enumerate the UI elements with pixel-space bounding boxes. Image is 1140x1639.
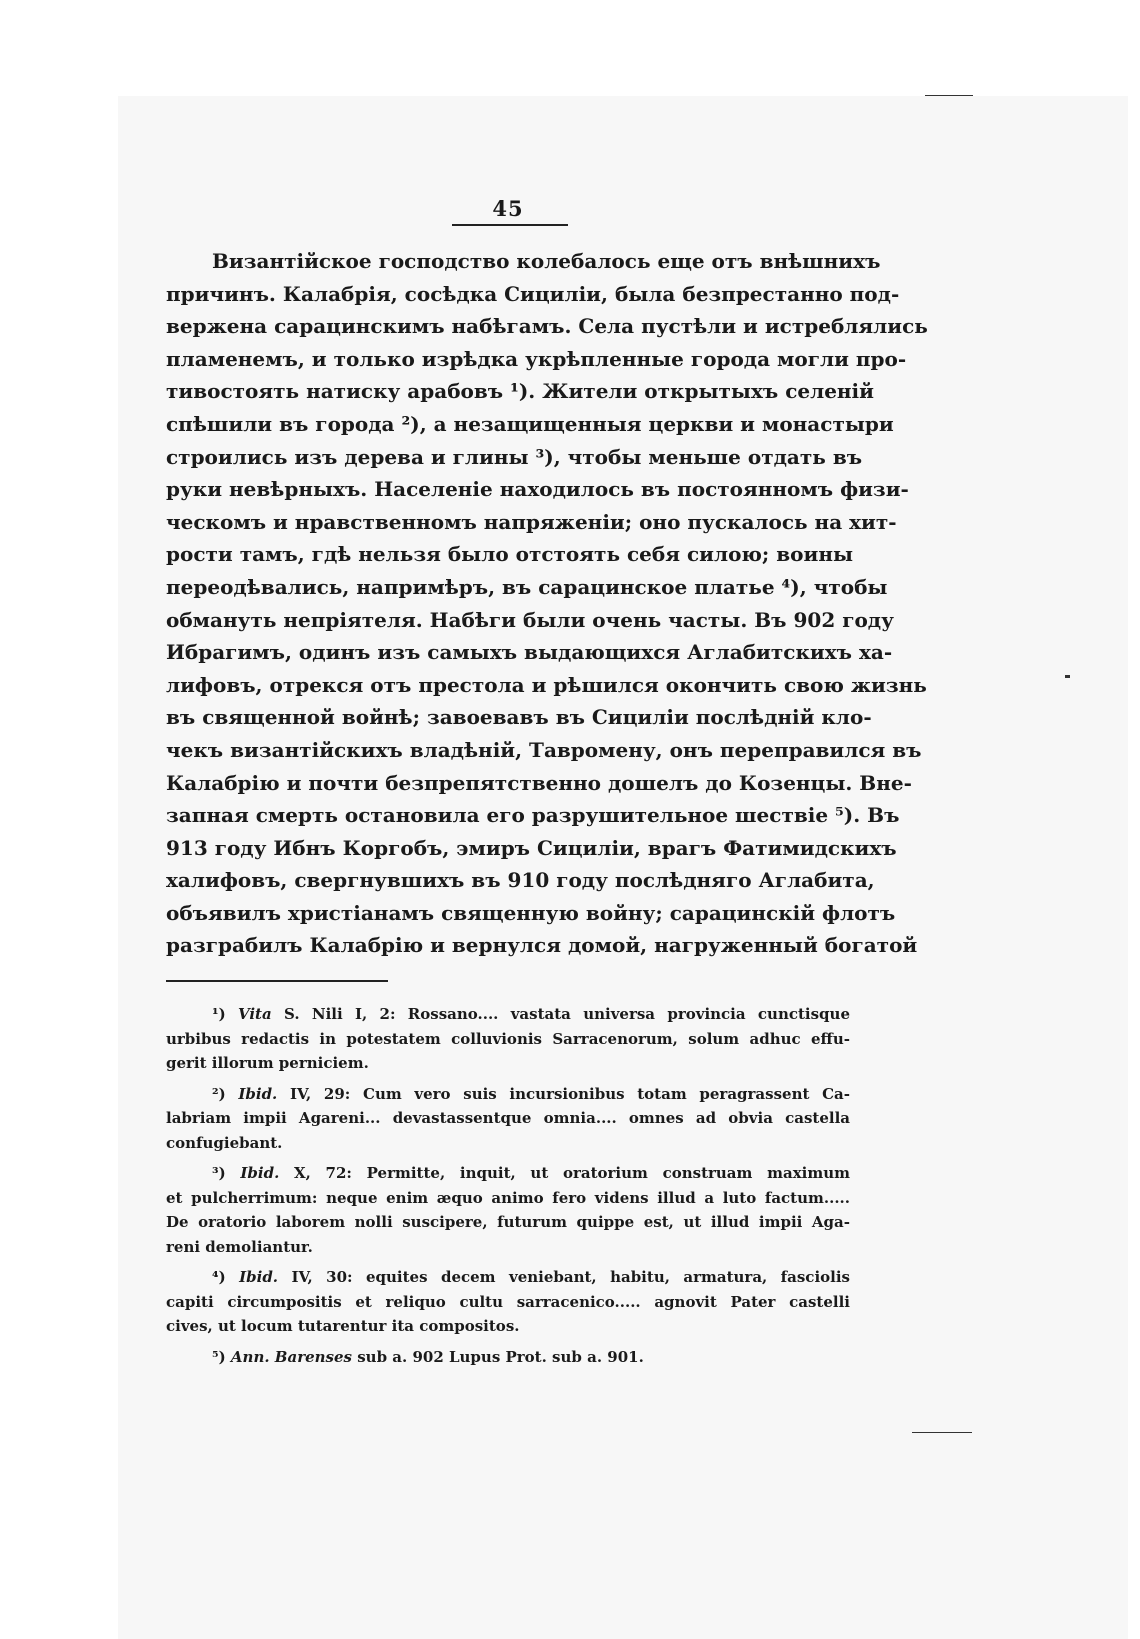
footnote-line: labriam impii Agareni... devastassentque omnia.... omnes ad obvia castella: [166, 1109, 850, 1127]
footnote-marker: ²): [212, 1084, 226, 1103]
footnote-line: confugiebant.: [166, 1133, 283, 1152]
footnote-line: [166, 1002, 850, 1027]
footnote-line: cives, ut locum tutarentur ita compositos.: [166, 1317, 520, 1335]
body-line: обмануть непріятеля. Набѣги были очень часты. Въ 902 году: [166, 607, 894, 632]
body-line: пламенемъ, и только изрѣдка укрѣпленные города могли про-: [166, 346, 907, 371]
footnote-source: Ibid.: [240, 1164, 280, 1182]
footnote-line: gerit illorum perniciem.: [166, 1054, 369, 1072]
scan-edge-mark: [1065, 675, 1070, 678]
body-line: запная смерть остановила его разрушительное шествіе ⁵). Въ: [166, 803, 900, 828]
body-line: Калабрію и почти безпрепятственно дошелъ до Козенцы. Вне-: [166, 770, 912, 795]
footnote-text: X, 72: Permitte, inquit, ut oratorium construam maximum: [294, 1164, 850, 1182]
body-line: объявилъ христіанамъ священную войну; сарацинскій флотъ: [166, 900, 896, 925]
footnotes: [166, 1002, 850, 1369]
footnote-separator: [166, 980, 388, 982]
body-line: рости тамъ, гдѣ нельзя было отстоять себя силою; воины: [166, 542, 854, 567]
footnote-line: [166, 1345, 850, 1370]
footnote-line: [166, 1082, 850, 1107]
footnote-marker: ³): [212, 1164, 226, 1182]
scan-edge-mark: [912, 1432, 972, 1433]
body-line: Ибрагимъ, одинъ изъ самыхъ выдающихся Аглабитскихъ ха-: [166, 640, 893, 665]
footnote-3: [166, 1161, 850, 1259]
footnote-line: De oratorio laborem nolli suscipere, futurum quippe est, ut illud impii Aga-: [166, 1213, 850, 1231]
footnote-line: reni demoliantur.: [166, 1237, 313, 1256]
footnote-line: [166, 1265, 850, 1290]
body-line: 913 году Ибнъ Коргобъ, эмиръ Сициліи, врагъ Фатимидскихъ: [166, 835, 897, 860]
body-line: руки невѣрныхъ. Населеніе находилось въ постоянномъ физи-: [166, 477, 909, 502]
body-line: строились изъ дерева и глины ³), чтобы меньше отдать въ: [166, 444, 863, 469]
footnote-line: urbibus redactis in potestatem colluvionis Sarracenorum, solum adhuc effu-: [166, 1029, 850, 1048]
footnote-text: S. Nili I, 2: Rossano.... vastata universa provincia cunctisque: [284, 1005, 850, 1023]
footnote-marker: ⁴): [212, 1268, 226, 1286]
body-line: вержена сарацинскимъ набѣгамъ. Села пустѣли и истреблялись: [166, 314, 928, 339]
page-number: 45: [492, 196, 524, 221]
body-line: причинъ. Калабрія, сосѣдка Сициліи, была безпрестанно под-: [166, 281, 900, 306]
scan-edge-mark: [925, 95, 973, 96]
body-line: разграбилъ Калабрію и вернулся домой, нагруженный богатой: [166, 933, 918, 958]
footnote-source: Ann. Barenses: [230, 1347, 352, 1366]
footnote-line: capiti circumpositis et reliquo cultu sarracenico..... agnovit Pater castelli: [166, 1292, 850, 1311]
page-number-rule: [452, 224, 568, 226]
body-line: халифовъ, свергнувшихъ въ 910 году послѣдняго Аглабита,: [166, 868, 875, 893]
body-line: переодѣвались, напримѣръ, въ сарацинское платье ⁴), чтобы: [166, 574, 888, 599]
footnote-marker: ⁵): [212, 1347, 226, 1366]
footnote-source: Ibid.: [238, 1084, 278, 1103]
footnote-text: IV, 29: Cum vero suis incursionibus totam peragrassent Ca-: [289, 1084, 850, 1103]
footnote-line: [166, 1161, 850, 1186]
body-line: лифовъ, отрекся отъ престола и рѣшился окончить свою жизнь: [166, 672, 927, 697]
footnote-5: [166, 1345, 850, 1370]
body-line: тивостоять натиску арабовъ ¹). Жители открытыхъ селеній: [166, 379, 874, 404]
footnote-source: Ibid.: [239, 1268, 279, 1286]
body-line: Византійское господство колебалось еще отъ внѣшнихъ: [212, 249, 881, 273]
footnote-2: [166, 1082, 850, 1156]
footnote-line: et pulcherrimum: neque enim æquo animo fero videns illud a luto factum.....: [166, 1188, 850, 1207]
footnote-1: [166, 1002, 850, 1076]
footnote-marker: ¹): [212, 1005, 226, 1023]
footnote-text: IV, 30: equites decem veniebant, habitu, armatura, fasciolis: [291, 1268, 850, 1286]
body-line: ческомъ и нравственномъ напряженіи; оно пускалось на хит-: [166, 509, 897, 534]
footnote-source: Vita: [237, 1005, 272, 1023]
footnote-4: [166, 1265, 850, 1339]
body-line: чекъ византійскихъ владѣній, Тавромену, онъ переправился въ: [166, 737, 922, 762]
body-line: въ священной войнѣ; завоевавъ въ Сициліи послѣдній кло-: [166, 705, 872, 730]
footnote-text: sub a. 902 Lupus Prot. sub a. 901.: [357, 1347, 644, 1366]
body-line: спѣшили въ города ²), а незащищенныя церкви и монастыри: [166, 411, 894, 436]
body-text: [166, 245, 928, 962]
